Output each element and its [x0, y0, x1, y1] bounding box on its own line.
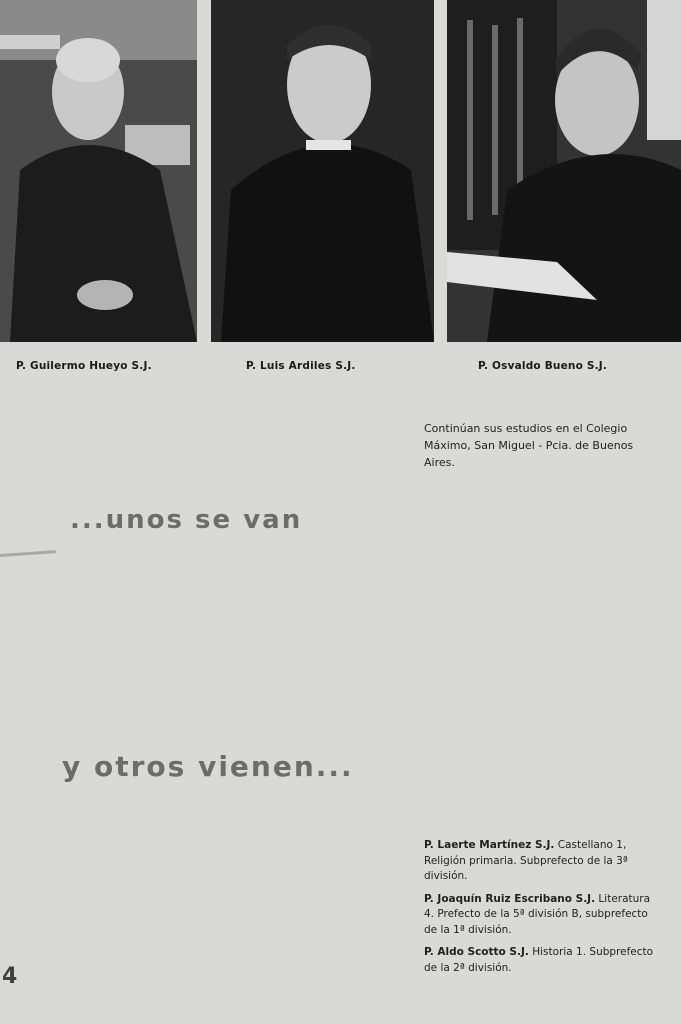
portrait-photo-hueyo [0, 0, 197, 342]
photo-caption: P. Guilermo Hueyo S.J. [16, 360, 152, 372]
arrival-description: Historia 1. Subprefecto de la 2ª división. [424, 946, 654, 974]
headline-leaving: ...unos se van [70, 505, 303, 535]
arrival-description: Castellano 1, Religión primaria. Subprefecto de la 3ª división. [424, 839, 628, 882]
page-number: 4 [2, 964, 18, 989]
arrival-entry [424, 838, 656, 885]
arrival-name: P. Joaquín Ruiz Escribano S.J. [424, 892, 596, 905]
photo-caption: P. Luis Ardiles S.J. [246, 360, 356, 372]
arrival-entry [424, 945, 656, 976]
arrivals-list [424, 838, 656, 983]
intro-paragraph: Continúan sus estudios en el Colegio Máximo, San Miguel - Pcia. de Buenos Aires. [424, 422, 634, 469]
arrival-name: P. Laerte Martínez S.J. [424, 839, 555, 851]
arrival-description: Literatura 4. Prefecto de la 5ª división B, subprefecto de la 1ª división. [424, 892, 651, 936]
arrival-name: P. Aldo Scotto S.J. [424, 946, 529, 958]
ink-streak [0, 550, 56, 557]
photo-caption: P. Osvaldo Bueno S.J. [478, 360, 608, 372]
arrival-entry [424, 892, 656, 939]
portrait-photo-ardiles [211, 0, 434, 342]
portrait-photo-bueno [447, 0, 681, 342]
headline-arriving: y otros vienen... [62, 750, 354, 783]
